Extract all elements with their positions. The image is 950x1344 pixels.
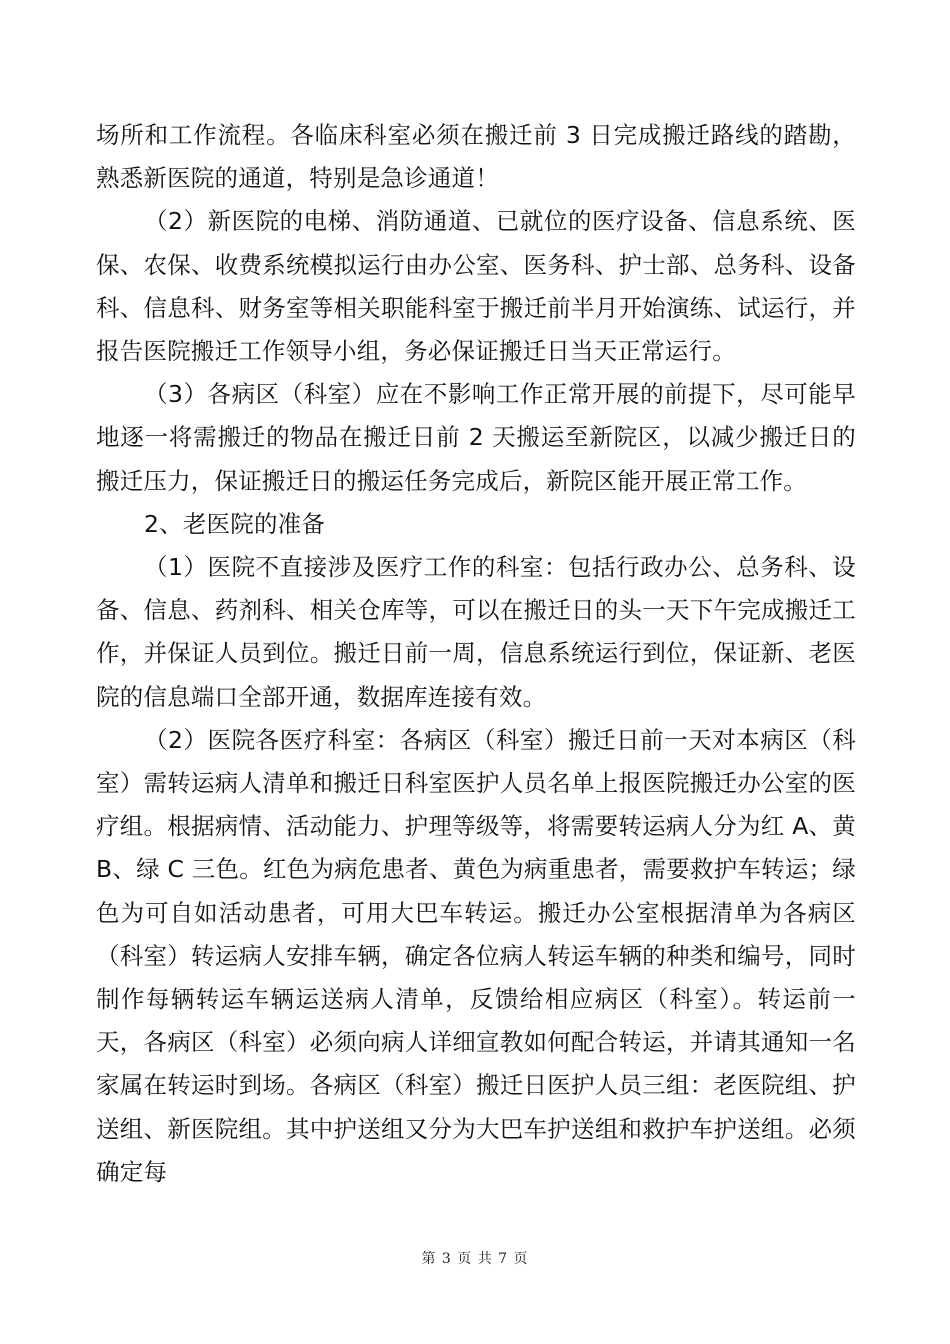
paragraph-item-2-medical-depts: （2）医院各医疗科室：各病区（科室）搬迁日前一天对本病区（科室）需转运病人清单和搬迁日科室医护人员名单上报医院搬迁办公室的医疗组。根据病情、活动能力、护理等级等，将需要转运病人分为红 A、黄 B、绿 C 三色。红色为病危患者、黄色为病重患者，需要救护车转运；绿色为可自如活动患者，可用大巴车转运。搬迁办公室根据清单为各病区（科室）转运病人安排车辆，确定各位病人转运车辆的种类和编号，同时制作每辆转运车辆运送病人清单，反馈给相应病区（科室）。转运前一天，各病区（科室）必须向病人详细宣教如何配合转运，并请其通知一名家属在转运时到场。各病区（科室）搬迁日医护人员三组：老医院组、护送组、新医院组。其中护送组又分为大巴车护送组和救护车护送组。必须确定每 [96, 725, 856, 1186]
document-body [96, 114, 856, 1194]
section-heading-old-hospital: 2、老医院的准备 [144, 509, 326, 538]
paragraph-item-1-non-medical-depts: （1）医院不直接涉及医疗工作的科室：包括行政办公、总务科、设备、信息、药剂科、相关仓库等，可以在搬迁日的头一天下午完成搬迁工作，并保证人员到位。搬迁日前一周，信息系统运行到位，保证新、老医院的信息端口全部开通，数据库连接有效。 [96, 553, 856, 711]
paragraph-item-3-ward-preparation: （3）各病区（科室）应在不影响工作正常开展的前提下，尽可能早地逐一将需搬迁的物品在搬迁日前 2 天搬运至新院区，以减少搬迁日的搬迁压力，保证搬迁日的搬运任务完成后，新院区能开展正常工作。 [96, 380, 856, 495]
paragraph-continuation: 场所和工作流程。各临床科室必须在搬迁前 3 日完成搬迁路线的踏勘，熟悉新医院的通道，特别是急诊通道！ [96, 121, 856, 193]
paragraph-item-2-new-hospital-systems: （2）新医院的电梯、消防通道、已就位的医疗设备、信息系统、医保、农保、收费系统模拟运行由办公室、医务科、护士部、总务科、设备科、信息科、财务室等相关职能科室于搬迁前半月开始演练、试运行，并报告医院搬迁工作领导小组，务必保证搬迁日当天正常运行。 [96, 207, 856, 366]
page-number-footer: 第 3 页 共 7 页 [421, 1251, 529, 1267]
